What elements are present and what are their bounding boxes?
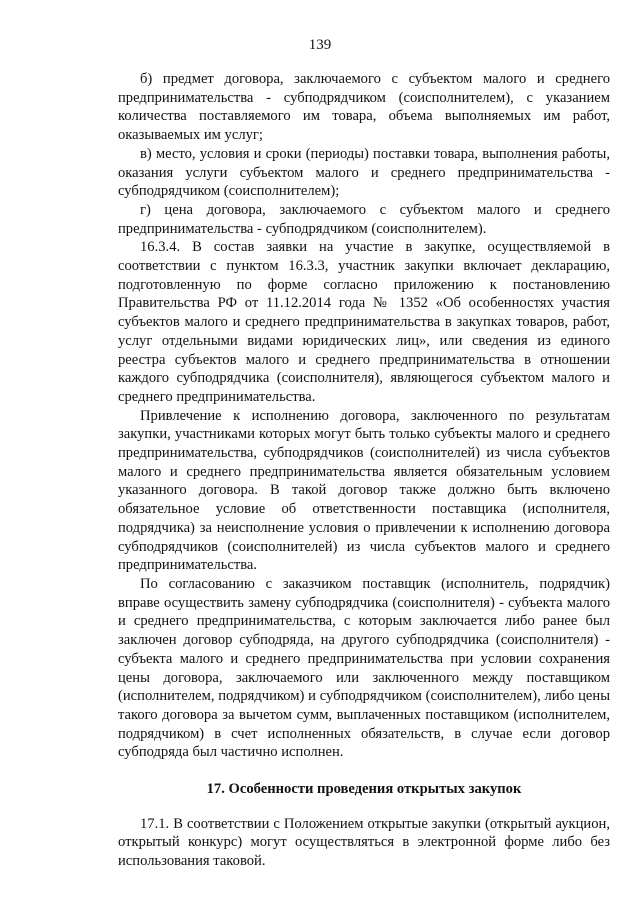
paragraph-subcontractor-obligation: Привлечение к исполнению договора, заключенного по результатам закупки, участниками которых могут быть только субъекты малого и среднего предпринимательства, субподрядчиков (соисполнителей) из числа субъектов малого и среднего предпринимательства является обязательным условием указанного договора. В такой договор также должно быть включено обязательное условие об ответственности поставщика (исполнителя, подрядчика) за неисполнение условия о привлечении к исполнению договора субподрядчиков (соисполнителей) из числа субъектов малого и среднего предпринимательства.: [118, 407, 610, 574]
document-body: [118, 70, 610, 871]
paragraph-item-b: б) предмет договора, заключаемого с субъектом малого и среднего предпринимательства - субподрядчиком (соисполнителем), с указанием количества поставляемого им товара, объема выполняемых им работ, оказываемых им услуг;: [118, 71, 610, 144]
page-number: 139: [308, 37, 332, 53]
paragraph-item-g: г) цена договора, заключаемого с субъектом малого и среднего предпринимательства - субподрядчиком (соисполнителем).: [118, 201, 610, 237]
paragraph-16-3-4: 16.3.4. В состав заявки на участие в закупке, осуществляемой в соответствии с пунктом 16.3.3, участник закупки включает декларацию, подготовленную по форме согласно приложению к постановлению Правительства РФ от 11.12.2014 года № 1352 «Об особенностях участия субъектов малого и среднего предпринимательства в закупках товаров, работ, услуг отдельными видами юридических лиц», или сведения из единого реестра субъектов малого и среднего предпринимательства в отношении каждого субподрядчика (соисполнителя), являющегося субъектом малого и среднего предпринимательства.: [118, 239, 610, 405]
paragraph-17-1: 17.1. В соответствии с Положением открытые закупки (открытый аукцион, открытый конкурс) могут осуществляться в электронной форме либо без использования таковой.: [118, 815, 610, 870]
section-heading: 17. Особенности проведения открытых закупок: [206, 781, 522, 798]
paragraph-subcontractor-replacement: По согласованию с заказчиком поставщик (исполнитель, подрядчик) вправе осуществить замену субподрядчика (соисполнителя) - субъекта малого и среднего предпринимательства, с которым заключается либо ранее был заключен договор субподряда, на другого субподрядчика (соисполнителя) - субъекта малого и среднего предпринимательства при условии сохранения цены договора, заключаемого или заключенного между поставщиком (исполнителем, подрядчиком) и субподрядчиком (соисполнителем), либо цены такого договора за вычетом сумм, выплаченных поставщиком (исполнителем, подрядчиком) в счет исполненных обязательств, в случае если договор субподряда был частично исполнен.: [118, 575, 610, 761]
paragraph-item-v: в) место, условия и сроки (периоды) поставки товара, выполнения работы, оказания услуги субъектом малого и среднего предпринимательства - субподрядчиком (соисполнителем);: [118, 145, 610, 200]
